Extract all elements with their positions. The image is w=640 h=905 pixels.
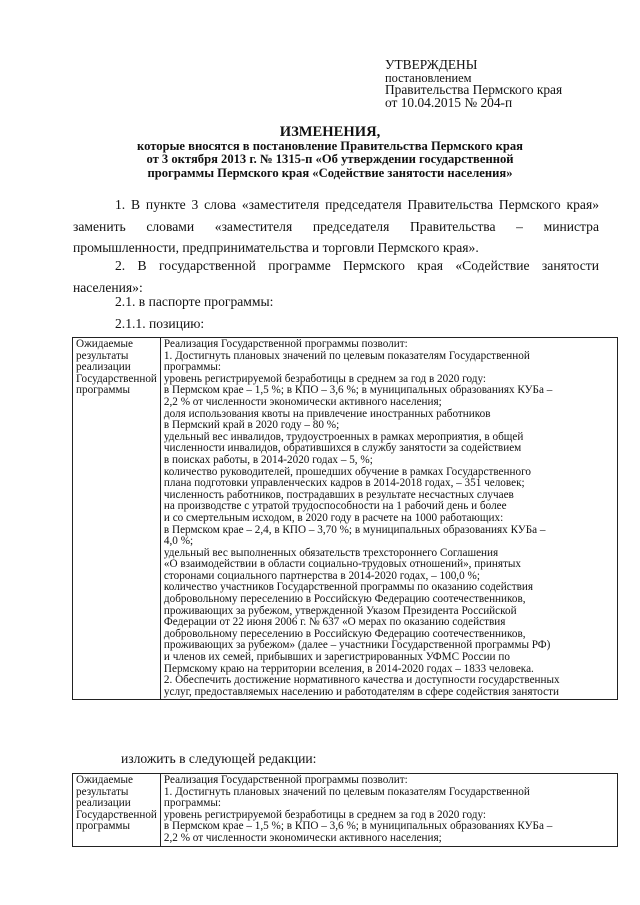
label-line: результаты bbox=[76, 349, 129, 362]
content-line: проживающих за рубежом» (далее – участники Государственной программы РФ) bbox=[163, 639, 551, 652]
title-line: которые вносятся в постановление Правительства Пермского края bbox=[137, 139, 523, 153]
content-line: в Пермском крае – 1,5 %; в КПО – 3,6 %; в муниципальных образованиях КУБа – bbox=[163, 820, 553, 833]
content-line: доля использования квоты на привлечение иностранных работников bbox=[163, 407, 491, 420]
title-line: программы Пермского края «Содействие занятости населения» bbox=[147, 165, 513, 180]
approval-line: от 10.04.2015 № 204-п bbox=[385, 94, 513, 110]
paragraph-2-1: 2.1. в паспорте программы: bbox=[115, 294, 274, 309]
content-line: 2,2 % от численности экономически активного населения; bbox=[163, 831, 442, 844]
label-line: реализации bbox=[76, 797, 131, 810]
content-line: количество участников Государственной программы по оказанию содействия bbox=[163, 581, 534, 594]
content-line: 2. Обеспечить достижение нормативного качества и доступности государственных bbox=[163, 674, 560, 687]
approval-line: Правительства Пермского края bbox=[385, 82, 563, 98]
redaction-note: изложить в следующей редакции: bbox=[121, 751, 317, 766]
content-line: 1. Достигнуть плановых значений по целевым показателям Государственной bbox=[163, 349, 530, 362]
content-line: плана подготовки управленческих кадров в 2014-2018 годах, – 351 человек; bbox=[163, 477, 525, 490]
content-line: численность работников, пострадавших в результате несчастных случаев bbox=[163, 488, 514, 501]
content-line: 2,2 % от численности экономически активного населения; bbox=[163, 395, 442, 408]
position-table-new bbox=[72, 773, 618, 847]
label-line: программы bbox=[76, 384, 130, 397]
content-line: программы: bbox=[163, 797, 222, 810]
content-line: и со смертельным исходом, в 2020 году в расчете на 1000 работающих: bbox=[163, 511, 504, 524]
label-line: реализации bbox=[76, 361, 131, 374]
content-line: удельный вес выполненных обязательств трехстороннего Соглашения bbox=[163, 546, 499, 559]
document-title bbox=[80, 124, 580, 180]
label-line: результаты bbox=[76, 785, 129, 798]
label-line: программы bbox=[76, 820, 130, 833]
content-line: Пермскому краю на территории вселения, в 2014-2020 годах – 1833 человека. bbox=[163, 662, 534, 675]
paragraph-2: 2. В государственной программе Пермского края «Содействие занятости населения»: bbox=[73, 258, 599, 295]
content-line: «О взаимодействии в области социально-трудовых отношений», принятых bbox=[163, 558, 521, 571]
content-line: удельный вес инвалидов, трудоустроенных в рамках мероприятия, в общей bbox=[163, 430, 524, 443]
content-line: количество руководителей, прошедших обучение в рамках Государственного bbox=[163, 465, 531, 478]
content-line: программы: bbox=[163, 361, 222, 374]
content-line: 1. Достигнуть плановых значений по целевым показателям Государственной bbox=[163, 785, 530, 798]
position-table-old bbox=[72, 337, 618, 700]
content-line: сторонами социального партнерства в 2014-2020 годах, – 100,0 %; bbox=[163, 569, 480, 582]
paragraph-1: 1. В пункте 3 слова «заместителя председателя Правительства Пермского края» заменить словами «заместителя председателя Правительства – министра промышленности, предпринимательства и торговли Пермского края». bbox=[73, 197, 599, 256]
content-line: добровольному переселению в Российскую Федерацию соотечественников, bbox=[163, 593, 526, 606]
content-line: Реализация Государственной программы позволит: bbox=[163, 774, 408, 786]
approval-stamp bbox=[385, 59, 562, 109]
content-line: уровень регистрируемой безработицы в среднем за год в 2020 году: bbox=[163, 372, 487, 385]
content-line: и членов их семей, прибывших и зарегистрированных УФМС России по bbox=[163, 651, 510, 664]
label-line: Ожидаемые bbox=[76, 338, 133, 350]
content-line: добровольному переселению в Российскую Федерацию соотечественников, bbox=[163, 627, 526, 640]
title-heading: ИЗМЕНЕНИЯ, bbox=[279, 124, 381, 140]
title-line: от 3 октября 2013 г. № 1315-п «Об утверждении государственной bbox=[146, 152, 514, 167]
content-line: Федерации от 22 июня 2006 г. № 637 «О мерах по оказанию содействия bbox=[163, 616, 506, 629]
content-line: 4,0 %; bbox=[163, 535, 194, 548]
content-line: услуг, предоставляемых населению и работодателям в сфере содействия занятости bbox=[163, 685, 559, 698]
content-line: в Пермский край в 2020 году – 80 %; bbox=[163, 419, 340, 432]
content-line: на производстве с утратой трудоспособности на 1 рабочий день и более bbox=[163, 500, 507, 513]
label-line: Ожидаемые bbox=[76, 774, 133, 786]
content-line: уровень регистрируемой безработицы в среднем за год в 2020 году: bbox=[163, 808, 487, 821]
approval-line: УТВЕРЖДЕНЫ bbox=[385, 57, 478, 72]
table-content-cell bbox=[160, 338, 617, 700]
content-line: в Пермском крае – 2,4, в КПО – 3,70 %; в муниципальных образованиях КУБа – bbox=[163, 523, 546, 536]
label-line: Государственной bbox=[76, 808, 157, 821]
content-line: в поисках работы, в 2014-2020 годах – 5, %; bbox=[163, 453, 373, 466]
table-row bbox=[73, 338, 618, 700]
table-content-cell bbox=[160, 774, 617, 847]
table-row bbox=[73, 774, 618, 847]
content-line: проживающих за рубежом, утвержденной Указом Президента Российской bbox=[163, 604, 517, 617]
content-line: Реализация Государственной программы позволит: bbox=[163, 338, 408, 350]
table-label-cell bbox=[73, 774, 161, 847]
content-line: численности инвалидов, обратившихся в службу занятости за содействием bbox=[163, 442, 522, 455]
content-line: в Пермском крае – 1,5 %; в КПО – 3,6 %; в муниципальных образованиях КУБа – bbox=[163, 384, 553, 397]
paragraph-2-1-1: 2.1.1. позицию: bbox=[115, 316, 205, 331]
approval-line: постановлением bbox=[385, 70, 472, 85]
label-line: Государственной bbox=[76, 372, 157, 385]
table-label-cell bbox=[73, 338, 161, 700]
